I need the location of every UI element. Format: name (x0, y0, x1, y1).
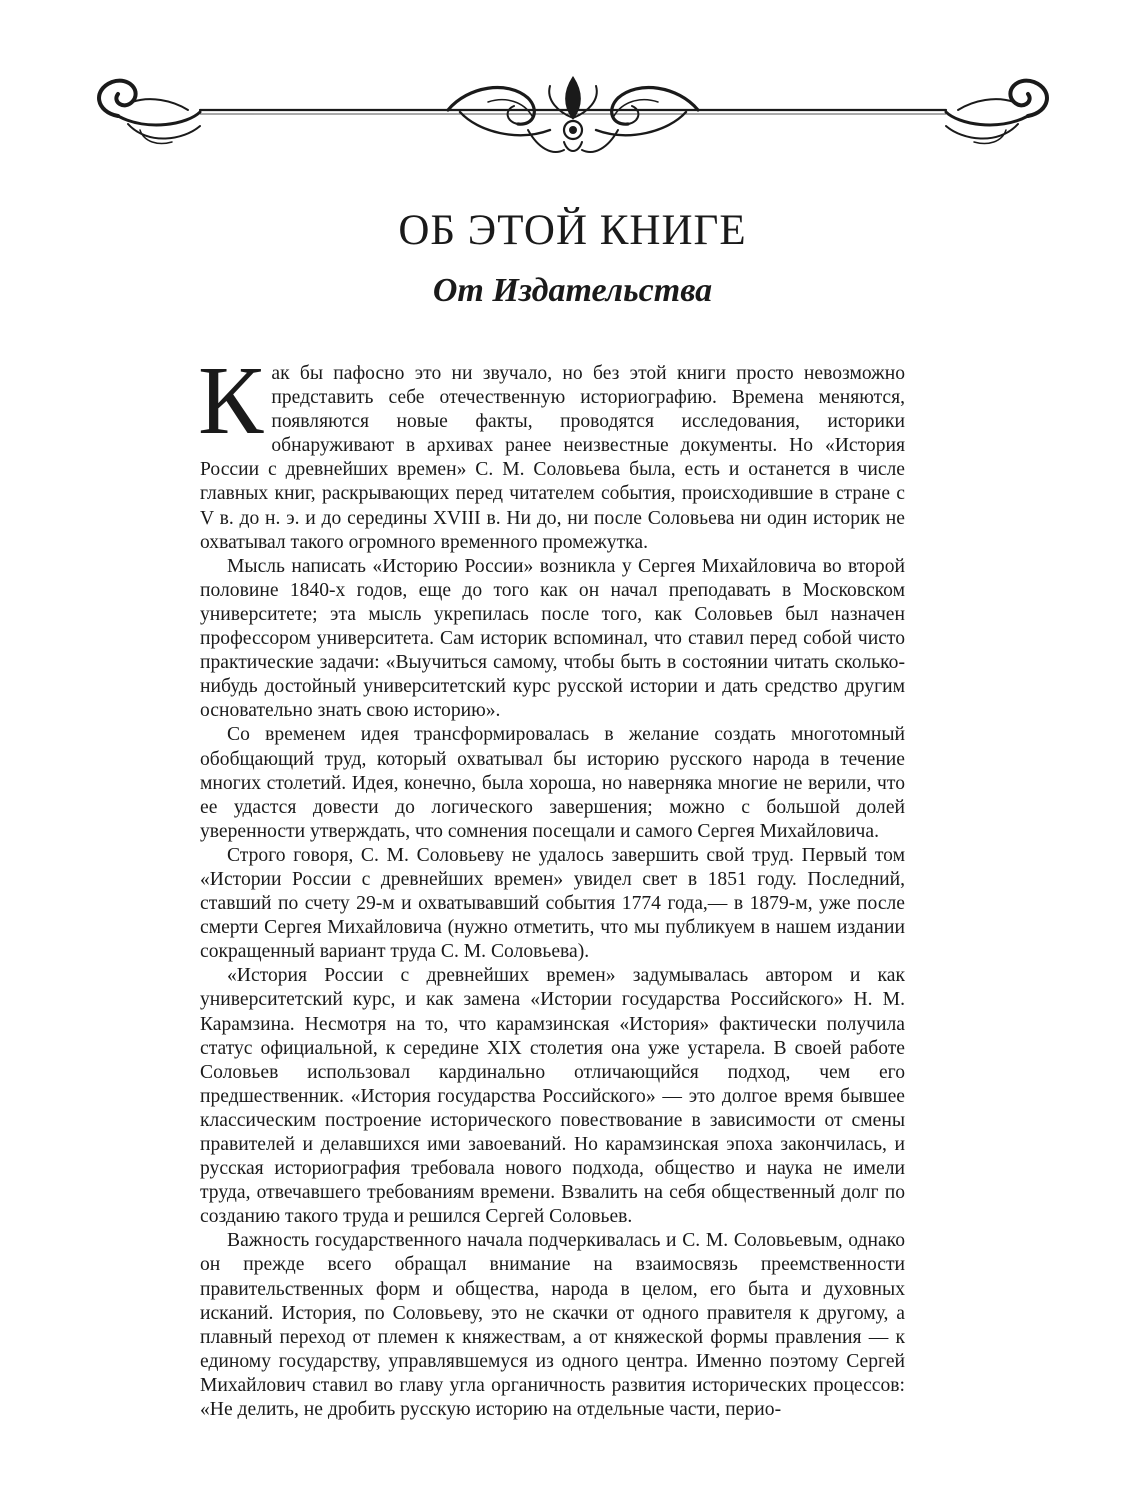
paragraph: Мысль написать «Историю России» возникла у Сергея Михайловича во второй половине 1840-х годов, еще до того как он начал преподавать в Московском университете; эта мысль укрепилась после того, как Соловьев был назначен профессором университета. Сам историк вспоминал, что ставил перед собой чисто практические задачи: «Выучиться самому, чтобы быть в состоянии читать сколько-нибудь достойный университетский курс русской истории и дать средство другим основательно знать свою историю». (200, 555, 905, 722)
paragraph: Строго говоря, С. М. Соловьеву не удалось завершить свой труд. Первый том «Истории России с древнейших времен» увидел свет в 1851 году. Последний, ставший по счету 29-м и охватывавший события 1774 года,— в 1879-м, уже после смерти Сергея Михайловича (нужно отметить, что мы публикуем в нашем издании сокращенный вариант труда С. М. Соловьева). (200, 844, 905, 963)
paragraph-text: ак бы пафосно это ни звучало, но без этой книги просто невозможно представить себе отечественную историографию. Времена меняются, появляются новые факты, проводятся исследования, историки обнаруживают в архивах ранее неизвестные документы. Но «История России с древнейших времен» С. М. Соловьева была, есть и останется в числе главных книг, раскрывающих перед читателем события, происходившие в стране с V в. до н. э. и до середины XVIII в. Ни до, ни после Соловьева ни один историк не охватывал такого огромного временного промежутка. (200, 363, 905, 553)
ornament-icon (88, 72, 1058, 162)
page-title: ОБ ЭТОЙ КНИГЕ (398, 207, 747, 254)
drop-cap: К (198, 347, 264, 455)
paragraph: Со временем идея трансформировалась в желание создать многотомный обобщающий труд, который охватывал бы историю русского народа в течение многих столетий. Идея, конечно, была хороша, но наверняка многие не верили, что ее удастся довести до логического завершения; можно с большой долей уверенности утверждать, что сомнения посещали и самого Сергея Михайловича. (200, 724, 905, 842)
body-text (198, 347, 905, 1422)
paragraph: «История России с древнейших времен» задумывалась автором и как университетский курс, и как замена «Истории государства Российского» Н. М. Карамзина. Несмотря на то, что карамзинская «История» фактически получила статус официальной, к середине XIX столетия она уже устарела. В своей работе Соловьев использовал кардинально отличающийся подход, чем его предшественник. «История государства Российского» — это долгое время бывшее классическим построение исторического повествование в зависимости от смены правителей и делавшихся ими завоеваний. Но карамзинская эпоха закончилась, и русская историография требовала нового подхода, общество и наука не имели труда, отвечавшего требованиям времени. Взвалить на себя общественный долг по созданию такого труда и решился Сергей Соловьев. (200, 965, 905, 1228)
page-subtitle: От Издательства (432, 272, 713, 309)
paragraph: Важность государственного начала подчеркивалась и С. М. Соловьевым, однако он прежде всего обращал внимание на взаимосвязь преемственности правительственных форм и общества, народа в целом, его быта и духовных исканий. История, по Соловьеву, это не скачки от одного правителя к другому, а плавный переход от племен к княжествам, а от княжеской формы правления — к единому государству, управлявшемуся из одного центра. Именно поэтому Сергей Михайлович ставил во главу угла органичность развития исторических процессов: «Не делить, не дробить русскую историю на отдельные части, перио- (200, 1230, 905, 1421)
paragraph (198, 347, 905, 555)
